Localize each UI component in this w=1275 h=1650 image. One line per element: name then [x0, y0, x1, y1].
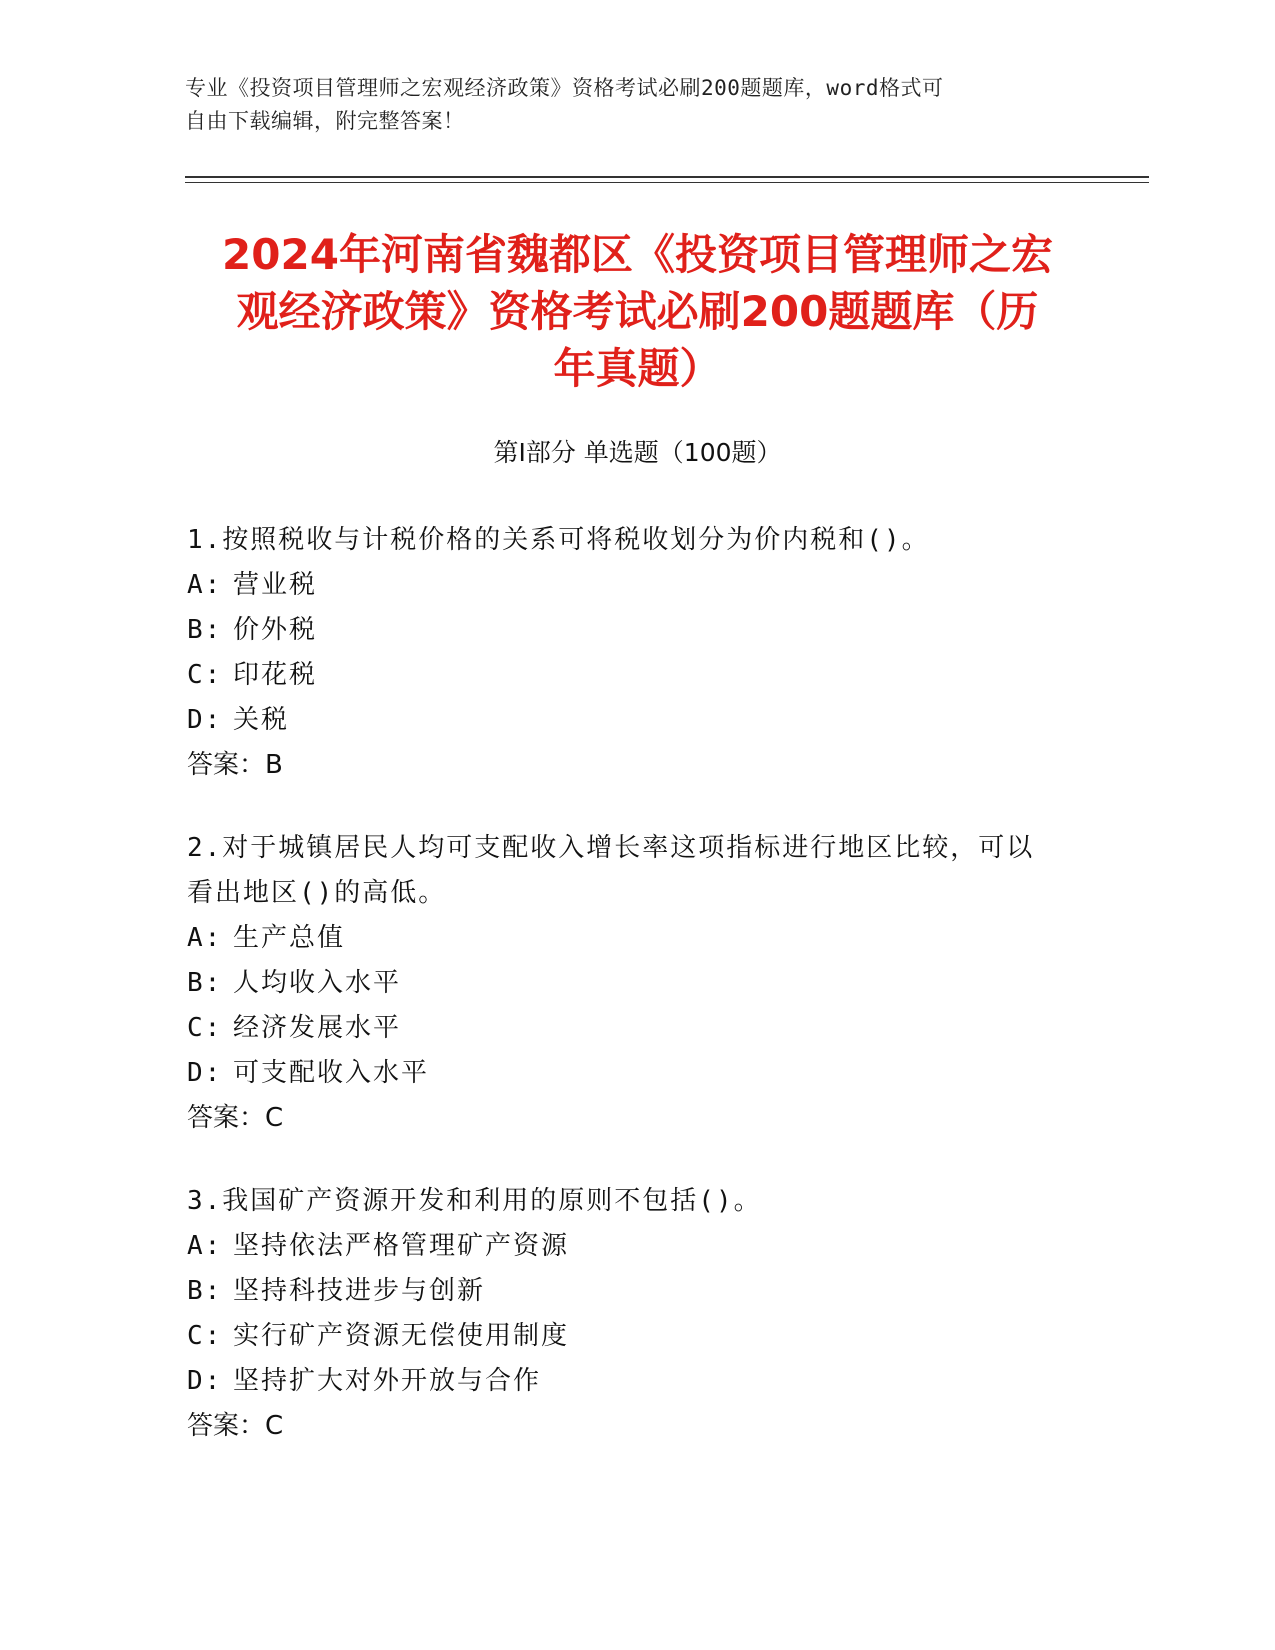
option-text: 印花税	[233, 660, 318, 690]
option-text: 生产总值	[233, 923, 346, 953]
option-text: 价外税	[233, 615, 318, 645]
option-a	[187, 563, 1067, 608]
question-item	[187, 826, 1067, 1141]
option-letter: C:	[187, 1013, 223, 1043]
question-stem: 2.对于城镇居民人均可支配收入增长率这项指标进行地区比较，可以	[187, 833, 1035, 863]
option-text: 坚持依法严格管理矿产资源	[233, 1231, 570, 1261]
option-c	[187, 1006, 1067, 1051]
header-divider-thick	[185, 176, 1149, 178]
option-letter: D:	[187, 1366, 223, 1396]
option-d	[187, 1359, 1067, 1404]
option-c	[187, 653, 1067, 698]
header-note-line: 自由下载编辑，附完整答案！	[185, 109, 465, 133]
option-text: 关税	[233, 705, 290, 735]
option-letter: C:	[187, 660, 223, 690]
option-text: 营业税	[233, 570, 318, 600]
question-list	[187, 518, 1067, 1487]
answer: 答案：C	[187, 1103, 284, 1133]
option-text: 坚持扩大对外开放与合作	[233, 1366, 542, 1396]
question-item	[187, 518, 1067, 788]
option-letter: B:	[187, 968, 223, 998]
option-letter: B:	[187, 1276, 223, 1306]
title-line: 2024年河南省魏都区《投资项目管理师之宏	[222, 230, 1053, 279]
option-text: 坚持科技进步与创新	[233, 1276, 486, 1306]
header-note-line: 专业《投资项目管理师之宏观经济政策》资格考试必刷200题题库，word格式可	[185, 76, 944, 100]
option-c	[187, 1314, 1067, 1359]
option-letter: B:	[187, 615, 223, 645]
option-letter: D:	[187, 705, 223, 735]
option-text: 实行矿产资源无偿使用制度	[233, 1321, 570, 1351]
question-stem: 3.我国矿产资源开发和利用的原则不包括()。	[187, 1186, 762, 1216]
option-text: 经济发展水平	[233, 1013, 402, 1043]
document-title	[175, 226, 1100, 397]
title-line: 观经济政策》资格考试必刷200题题库（历	[236, 287, 1039, 336]
question-item	[187, 1179, 1067, 1449]
section-heading: 第Ⅰ部分 单选题（100题）	[493, 438, 782, 467]
option-b	[187, 1269, 1067, 1314]
option-text: 可支配收入水平	[233, 1058, 430, 1088]
option-b	[187, 608, 1067, 653]
question-stem: 1.按照税收与计税价格的关系可将税收划分为价内税和()。	[187, 525, 930, 555]
option-letter: A:	[187, 1231, 223, 1261]
answer: 答案：B	[187, 750, 283, 780]
option-letter: C:	[187, 1321, 223, 1351]
option-a	[187, 916, 1067, 961]
option-a	[187, 1224, 1067, 1269]
question-stem-continued: 看出地区()的高低。	[187, 878, 447, 908]
option-d	[187, 698, 1067, 743]
option-text: 人均收入水平	[233, 968, 402, 998]
option-letter: A:	[187, 923, 223, 953]
option-d	[187, 1051, 1067, 1096]
answer: 答案：C	[187, 1411, 284, 1441]
option-letter: D:	[187, 1058, 223, 1088]
option-b	[187, 961, 1067, 1006]
header-note	[185, 72, 1065, 138]
option-letter: A:	[187, 570, 223, 600]
header-divider-thin	[185, 182, 1149, 183]
title-line: 年真题）	[553, 344, 722, 393]
